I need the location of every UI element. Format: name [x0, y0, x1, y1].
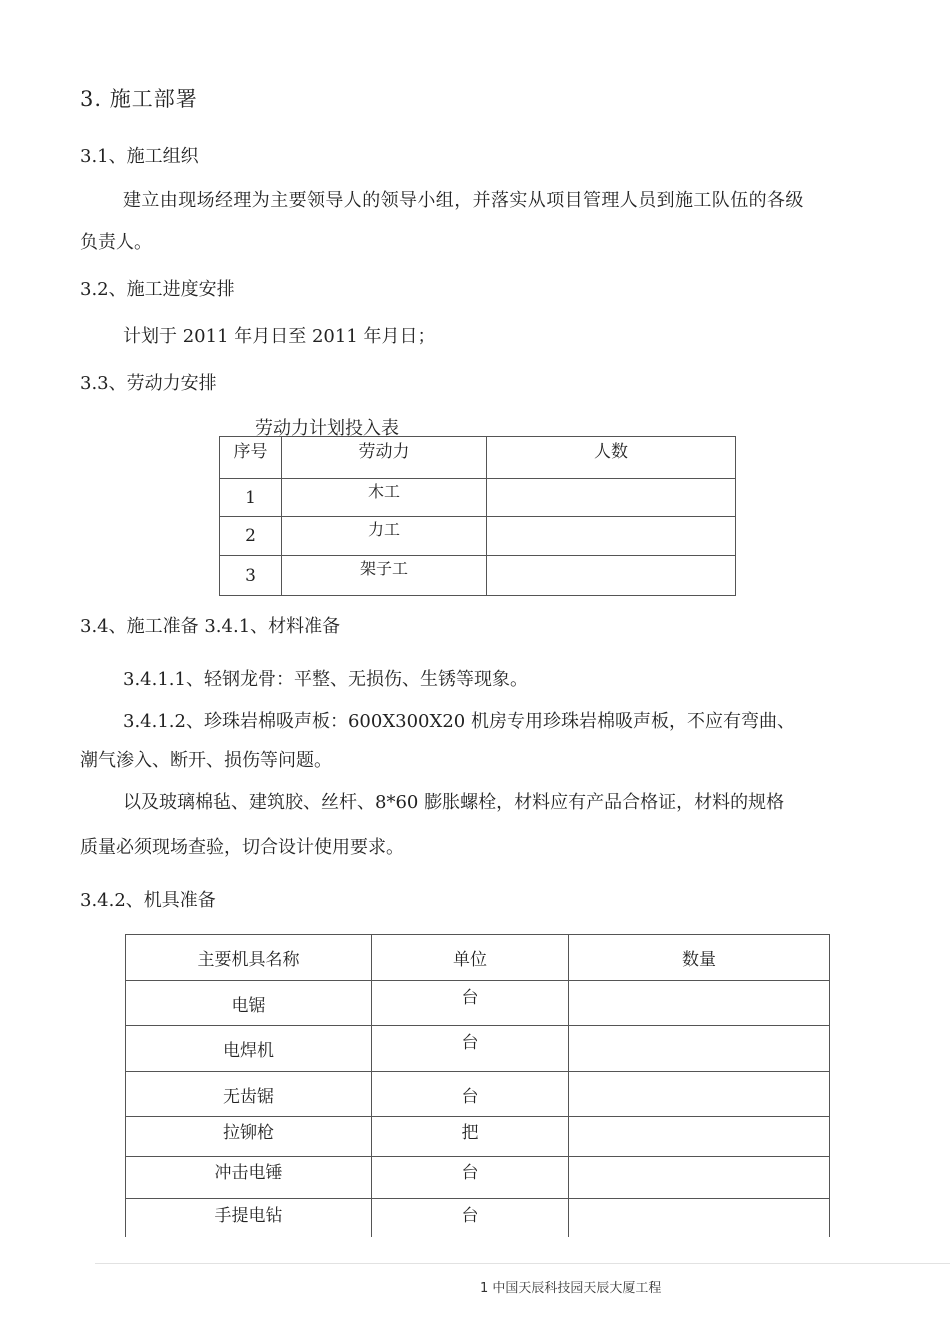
labor-type: 力工	[282, 517, 487, 556]
machine-unit: 台	[372, 1157, 569, 1199]
machine-name: 电锯	[126, 981, 372, 1026]
labor-type: 架子工	[282, 556, 487, 596]
table-header-row	[126, 935, 830, 981]
machine-name: 冲击电锤	[126, 1157, 372, 1199]
row-number: 3	[220, 556, 282, 596]
footer-divider	[95, 1263, 950, 1264]
machine-qty	[569, 1072, 830, 1117]
header-cell: 主要机具名称	[126, 935, 372, 981]
material-item-2-line2: 潮气渗入、断开、损伤等问题。	[80, 750, 332, 771]
header-cell: 数量	[569, 935, 830, 981]
paragraph-organization-line2: 负责人。	[80, 232, 152, 253]
machine-unit: 台	[372, 1072, 569, 1117]
row-number: 1	[220, 479, 282, 517]
labor-count	[487, 517, 736, 556]
machine-unit: 台	[372, 1026, 569, 1072]
heading-3-2: 3.2、施工进度安排	[80, 279, 235, 300]
paragraph-schedule: 计划于 2011 年月日至 2011 年月日；	[123, 326, 436, 347]
machine-name: 手提电钻	[126, 1199, 372, 1237]
machine-unit: 台	[372, 1199, 569, 1237]
machine-name: 电焊机	[126, 1026, 372, 1072]
table-row	[126, 1072, 830, 1117]
section-title: 3. 施工部署	[80, 87, 198, 111]
material-item-3-line2: 质量必须现场查验，切合设计使用要求。	[80, 837, 404, 858]
labor-type: 木工	[282, 479, 487, 517]
labor-count	[487, 556, 736, 596]
machine-qty	[569, 1199, 830, 1237]
material-item-1: 3.4.1.1、轻钢龙骨：平整、无损伤、生锈等现象。	[123, 669, 528, 690]
page-footer: 1 中国天辰科技园天辰大厦工程	[480, 1281, 662, 1296]
table-row	[126, 1157, 830, 1199]
table-row	[220, 556, 736, 596]
machine-unit: 台	[372, 981, 569, 1026]
paragraph-organization-line1: 建立由现场经理为主要领导人的领导小组，并落实从项目管理人员到施工队伍的各级	[123, 190, 804, 211]
table-row	[220, 517, 736, 556]
header-cell: 单位	[372, 935, 569, 981]
machinery-table	[125, 934, 830, 1237]
labor-table	[219, 436, 736, 596]
table-row	[220, 479, 736, 517]
heading-3-4: 3.4、施工准备 3.4.1、材料准备	[80, 616, 341, 637]
machine-unit: 把	[372, 1117, 569, 1157]
heading-3-3: 3.3、劳动力安排	[80, 373, 217, 394]
table-row	[126, 1117, 830, 1157]
machine-qty	[569, 1026, 830, 1072]
table-row	[126, 1026, 830, 1072]
header-cell: 劳动力	[282, 437, 487, 479]
labor-count	[487, 479, 736, 517]
heading-3-4-2: 3.4.2、机具准备	[80, 890, 216, 911]
labor-table-title: 劳动力计划投入表	[255, 418, 399, 439]
table-header-row	[220, 437, 736, 479]
row-number: 2	[220, 517, 282, 556]
header-cell: 序号	[220, 437, 282, 479]
machine-qty	[569, 1117, 830, 1157]
table-row	[126, 981, 830, 1026]
table-row	[126, 1199, 830, 1237]
machine-qty	[569, 1157, 830, 1199]
material-item-3-line1: 以及玻璃棉毡、建筑胶、丝杆、8*60 膨胀螺栓，材料应有产品合格证，材料的规格	[123, 792, 785, 813]
machine-name: 无齿锯	[126, 1072, 372, 1117]
heading-3-1: 3.1、施工组织	[80, 146, 199, 167]
header-cell: 人数	[487, 437, 736, 479]
machine-name: 拉铆枪	[126, 1117, 372, 1157]
machine-qty	[569, 981, 830, 1026]
material-item-2-line1: 3.4.1.2、珍珠岩棉吸声板：600X300X20 机房专用珍珠岩棉吸声板，不应有弯曲、	[123, 711, 795, 732]
